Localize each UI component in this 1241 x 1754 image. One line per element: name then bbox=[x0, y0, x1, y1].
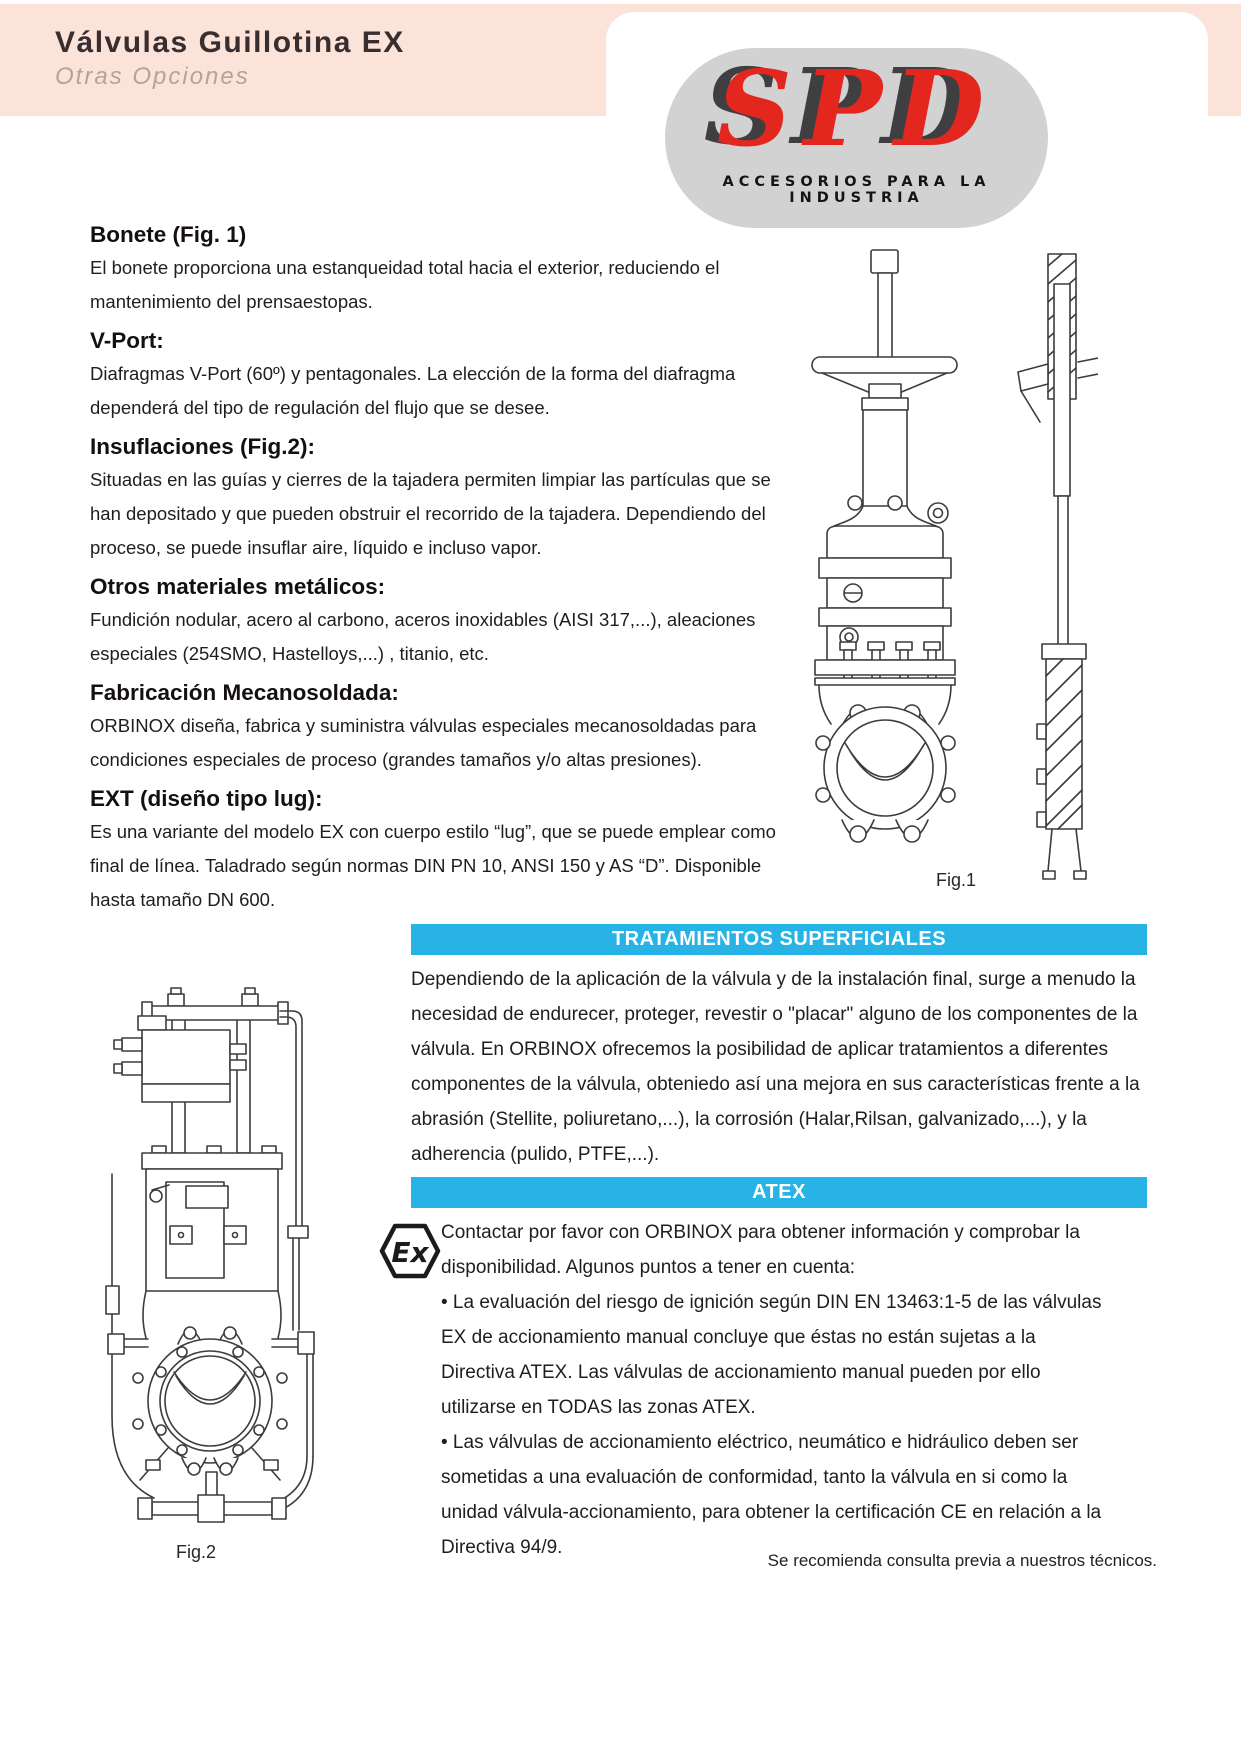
page-title: Válvulas Guillotina EX bbox=[55, 26, 405, 59]
left-column bbox=[90, 222, 790, 917]
logo-tagline: ACCESORIOS PARA LA INDUSTRIA bbox=[722, 174, 991, 206]
section-body-bonete: El bonete proporciona una estanqueidad total hacia el exterior, reduciendo el mantenimiento del prensaestopas. bbox=[90, 257, 720, 312]
valve-drawing-fig2 bbox=[82, 986, 384, 1548]
fig1-front-view bbox=[812, 250, 957, 842]
atex-bullet-1: • La evaluación del riesgo de ignición según DIN EN 13463:1-5 de las válvulas EX de accionamiento manual concluye que éstas no están sujetas a la Directiva ATEX. Las válvulas de accionamiento manual pueden por ello utilizarse en TODAS las zonas ATEX. bbox=[441, 1292, 1102, 1418]
section-body-vport: Diafragmas V-Port (60º) y pentagonales. La elección de la forma del diafragma dependerá del tipo de regulación del flujo que se desee. bbox=[90, 363, 736, 418]
section-heading-otros-materiales: Otros materiales metálicos: bbox=[90, 574, 386, 599]
logo-box bbox=[606, 12, 1208, 232]
section-heading-insuflaciones: Insuflaciones (Fig.2): bbox=[90, 434, 316, 459]
atex-ex-icon bbox=[379, 1223, 441, 1279]
fig1-label: Fig.1 bbox=[936, 870, 977, 890]
section-heading-mecanosoldada: Fabricación Mecanosoldada: bbox=[90, 680, 399, 705]
footnote: Se recomienda consulta previa a nuestros técnicos. bbox=[767, 1551, 1157, 1570]
logo-brand-text: SPD bbox=[716, 47, 997, 170]
treatments-body: Dependiendo de la aplicación de la válvula y de la instalación final, surge a menudo la necesidad de endurecer, proteger, revestir o "placar" alguno de los componentes de la válvula. En ORBINOX ofrecemos la posibilidad de aplicar tratamientos a diferentes componentes de la válvula, obteniedo así una mejora en sus características frente a la abrasión (Stellite, poliuretano,...), la corrosión (Halar,Rilsan, galvanizado,...), y la adherencia (pulido, PTFE,...). bbox=[411, 969, 1140, 1165]
fig2-actuator bbox=[114, 988, 308, 1330]
fig1-section-view bbox=[1018, 254, 1098, 879]
fig2-valve-body bbox=[133, 1169, 287, 1475]
section-body-mecanosoldada: ORBINOX diseña, fabrica y suministra válvulas especiales mecanosoldadas para condiciones especiales de proceso (grandes tamaños y/o altas presiones). bbox=[90, 715, 757, 770]
section-heading-vport: V-Port: bbox=[90, 328, 164, 353]
svg-text:Ex: Ex bbox=[391, 1236, 429, 1269]
header bbox=[55, 26, 405, 91]
section-body-otros-materiales: Fundición nodular, acero al carbono, aceros inoxidables (AISI 317,...), aleaciones especiales (254SMO, Hastelloys,...) , titanio, etc. bbox=[90, 609, 756, 664]
page-subtitle: Otras Opciones bbox=[55, 63, 250, 90]
section-heading-bonete: Bonete (Fig. 1) bbox=[90, 222, 247, 247]
spd-logo bbox=[665, 48, 1048, 228]
atex-content bbox=[391, 1215, 1105, 1565]
section-heading-ext-lug: EXT (diseño tipo lug): bbox=[90, 786, 323, 811]
atex-bullet-2: • Las válvulas de accionamiento eléctrico, neumático e hidráulico deben ser sometidas a una evaluación de conformidad, tanto la válvula en si como la unidad válvula-accionamiento, para obtener la certificación CE en relación a la Directiva 94/9. bbox=[441, 1432, 1102, 1558]
section-body-insuflaciones: Situadas en las guías y cierres de la tajadera permiten limpiar las partículas que se han depositado y que pueden obstruir el recorrido de la tajadera. Dependiendo del proceso, se puede insuflar aire, líquido e incluso vapor. bbox=[90, 469, 771, 558]
atex-section bbox=[391, 1177, 1147, 1565]
atex-banner: ATEX bbox=[411, 1177, 1147, 1208]
treatments-section bbox=[411, 924, 1147, 1172]
treatments-banner: TRATAMIENTOS SUPERFICIALES bbox=[411, 924, 1147, 955]
section-body-ext-lug: Es una variante del modelo EX con cuerpo estilo “lug”, que se puede emplear como final de línea. Taladrado según normas DIN PN 10, ANSI 150 y AS “D”. Disponible hasta tamaño DN 600. bbox=[90, 821, 776, 910]
fig2-label: Fig.2 bbox=[176, 1542, 217, 1562]
fig2-flushing-pipes bbox=[106, 1174, 314, 1522]
atex-intro: Contactar por favor con ORBINOX para obtener información y comprobar la disponibilidad. Algunos puntos a tener en cuenta: bbox=[441, 1222, 1080, 1278]
